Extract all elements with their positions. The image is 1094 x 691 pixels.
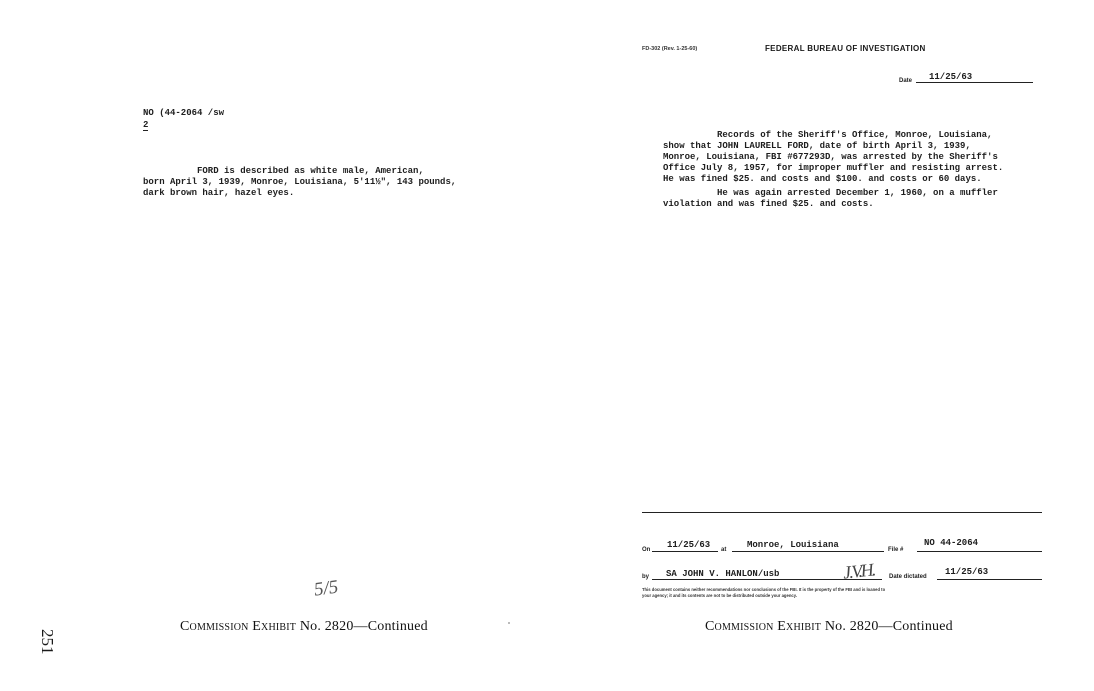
- by-label: by: [642, 574, 650, 580]
- disclaimer-line: This document contains neither recommendations nor conclusions of the FBI. It is the property of the FBI and is loaned to: [642, 587, 886, 592]
- left-body-text: [143, 166, 456, 199]
- left-file-reference: NO (44-2064 /sw: [143, 108, 225, 118]
- date-underline: [916, 82, 1033, 83]
- on-label: On: [642, 547, 651, 553]
- left-body-line: dark brown hair, hazel eyes.: [143, 188, 295, 198]
- footer-top-rule: [642, 512, 1042, 513]
- left-page-number: 2: [143, 120, 149, 130]
- file-value: NO 44-2064: [924, 538, 979, 548]
- at-label: at: [721, 547, 727, 553]
- left-caption-prefix: Commission Exhibit: [180, 619, 297, 634]
- arrest-paragraph: [663, 188, 998, 210]
- dictated-label: Date dictated: [889, 574, 927, 580]
- agency-header: FEDERAL BUREAU OF INVESTIGATION: [765, 44, 926, 53]
- on-underline: [652, 551, 718, 552]
- left-caption-number: No. 2820—Continued: [299, 619, 428, 634]
- on-value: 11/25/63: [667, 540, 711, 550]
- para1-line: show that JOHN LAURELL FORD, date of birth April 3, 1939,: [663, 141, 971, 151]
- records-paragraph: [663, 130, 1003, 185]
- date-value: 11/25/63: [929, 72, 973, 82]
- scan-speck: [508, 622, 510, 624]
- right-exhibit-caption: [705, 619, 953, 635]
- left-exhibit-caption: [180, 619, 428, 635]
- para1-line: Office July 8, 1957, for improper muffler and resisting arrest.: [663, 163, 1004, 173]
- at-underline: [732, 551, 884, 552]
- right-caption-number: No. 2820—Continued: [824, 619, 953, 634]
- file-label: File #: [888, 547, 904, 553]
- para1-line: Records of the Sheriff's Office, Monroe, Louisiana,: [663, 130, 993, 140]
- at-value: Monroe, Louisiana: [747, 540, 839, 550]
- para1-line: He was fined $25. and costs and $100. and costs or 60 days.: [663, 174, 982, 184]
- date-label: Date: [899, 78, 913, 84]
- handwritten-signature: J.V.H.: [841, 559, 876, 583]
- para2-line: violation and was fined $25. and costs.: [663, 199, 874, 209]
- left-body-line: born April 3, 1939, Monroe, Louisiana, 5'11½", 143 pounds,: [143, 177, 457, 187]
- file-underline: [917, 551, 1042, 552]
- side-page-number: 251: [38, 629, 57, 655]
- disclaimer: [642, 587, 1042, 599]
- left-body-line: FORD is described as white male, American,: [143, 166, 424, 176]
- right-caption-prefix: Commission Exhibit: [705, 619, 822, 634]
- para2-line: He was again arrested December 1, 1960, on a muffler: [663, 188, 998, 198]
- form-id: FD-302 (Rev. 1-25-60): [642, 46, 698, 52]
- by-value: SA JOHN V. HANLON/usb: [666, 569, 780, 579]
- para1-line: Monroe, Louisiana, FBI #677293D, was arrested by the Sheriff's: [663, 152, 998, 162]
- disclaimer-line: your agency; it and its contents are not to be distributed outside your agency.: [642, 593, 797, 598]
- handwritten-initials: 5/5: [312, 576, 340, 601]
- dictated-value: 11/25/63: [945, 567, 989, 577]
- dictated-underline: [937, 579, 1042, 580]
